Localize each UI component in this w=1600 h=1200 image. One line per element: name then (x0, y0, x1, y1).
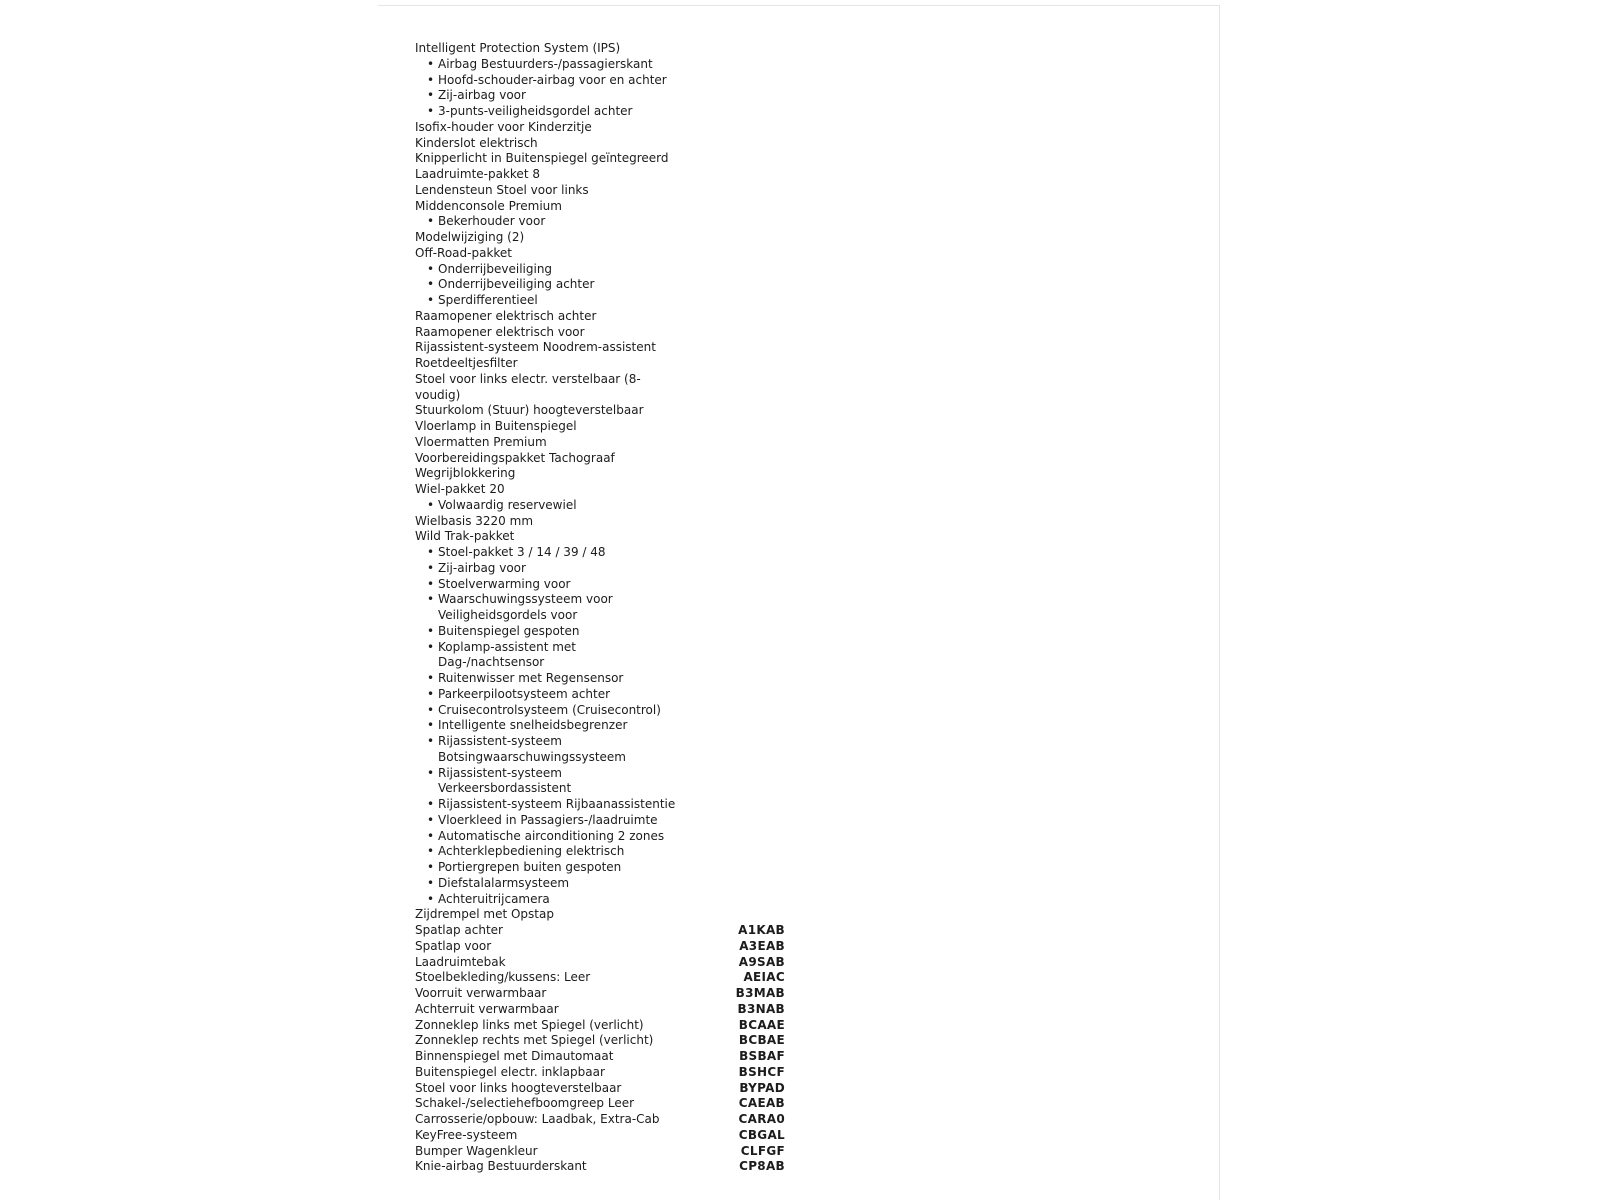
coded-row (415, 955, 815, 971)
coded-row-label: Carrosserie/opbouw: Laadbak, Extra-Cab (415, 1112, 660, 1126)
list-item: Raamopener elektrisch achter (415, 308, 597, 323)
coded-row-label: Binnenspiegel met Dimautomaat (415, 1049, 614, 1063)
coded-row (415, 1096, 815, 1112)
list-subitem: • Rijassistent-systeem Verkeersbordassistent (415, 766, 638, 798)
scan-edge-top (378, 5, 1220, 6)
coded-row (415, 939, 815, 955)
list-subitem: • Rijassistent-systeem Rijbaanassistentie (415, 797, 815, 813)
list-subitem: • Achteruitrijcamera (415, 892, 815, 908)
list-subitem: • Parkeerpilootsysteem achter (415, 687, 815, 703)
list-item: Off-Road-pakket (415, 245, 513, 260)
list-item: Roetdeeltjesfilter (415, 356, 518, 370)
list-subitem: • 3-punts-veiligheidsgordel achter (415, 104, 815, 120)
list-subitem: • Portiergrepen buiten gespoten (415, 860, 815, 876)
list-item: Middenconsole Premium (415, 198, 562, 213)
option-code: CP8AB (739, 1159, 785, 1174)
coded-row (415, 1033, 815, 1049)
list-item: Zijdrempel met Opstap (415, 907, 554, 922)
coded-row (415, 1144, 815, 1160)
option-code: CBGAL (738, 1127, 785, 1142)
coded-row-label: Buitenspiegel electr. inklapbaar (415, 1064, 605, 1079)
list-subitem: • Diefstalalarmsysteem (415, 876, 815, 892)
option-code: A1KAB (738, 923, 785, 937)
list-subitem: • Zij-airbag voor (415, 88, 815, 104)
list-subitem: • Onderrijbeveiliging (415, 262, 815, 278)
coded-row-label: KeyFree-systeem (415, 1127, 518, 1142)
list-item: Laadruimte-pakket 8 (415, 167, 540, 181)
list-item: Isofix-houder voor Kinderzitje (415, 119, 592, 134)
list-subitem: • Volwaardig reservewiel (415, 498, 815, 514)
equipment-document (415, 41, 815, 1175)
list-item: Modelwijziging (2) (415, 230, 525, 244)
list-subitem: • Rijassistent-systeem Botsingwaarschuwingssysteem (415, 734, 638, 766)
list-subitem: • Stoelverwarming voor (415, 577, 815, 593)
list-subitem: • Cruisecontrolsysteem (Cruisecontrol) (415, 703, 815, 719)
option-code: CARA0 (738, 1112, 785, 1126)
list-item: Stoel voor links electr. verstelbaar (8-voudig) (415, 371, 641, 402)
coded-row-label: Voorruit verwarmbaar (415, 986, 547, 1000)
option-code: BYPAD (739, 1080, 785, 1095)
coded-row (415, 1159, 815, 1175)
coded-row-label: Knie-airbag Bestuurderskant (415, 1159, 587, 1174)
coded-row (415, 1112, 815, 1128)
coded-row-label: Bumper Wagenkleur (415, 1143, 538, 1158)
list-item: Raamopener elektrisch voor (415, 324, 585, 339)
list-item: Vloermatten Premium (415, 434, 547, 449)
list-subitem: • Zij-airbag voor (415, 561, 815, 577)
equipment-list (415, 41, 815, 923)
option-code: A9SAB (738, 954, 785, 969)
coded-row-label: Achterruit verwarmbaar (415, 1001, 559, 1016)
list-subitem: • Hoofd-schouder-airbag voor en achter (415, 73, 815, 89)
option-code: CAEAB (738, 1096, 785, 1111)
coded-row (415, 1002, 815, 1018)
list-item: Wiel-pakket 20 (415, 482, 505, 496)
list-item: Lendensteun Stoel voor links (415, 182, 589, 197)
option-code: BSBAF (739, 1049, 785, 1063)
list-subitem: • Automatische airconditioning 2 zones (415, 829, 815, 845)
option-code: BCBAE (738, 1033, 785, 1048)
coded-row-label: Laadruimtebak (415, 954, 506, 969)
option-code: AEIAC (743, 970, 785, 985)
list-item: Knipperlicht in Buitenspiegel geïntegreerd (415, 151, 669, 166)
coded-equipment-list (415, 923, 815, 1175)
coded-row (415, 1128, 815, 1144)
coded-row (415, 1065, 815, 1081)
list-subitem: • Achterklepbediening elektrisch (415, 844, 815, 860)
coded-row-label: Spatlap voor (415, 938, 492, 953)
option-code: BCAAE (738, 1017, 785, 1032)
list-subitem: • Buitenspiegel gespoten (415, 624, 815, 640)
list-subitem: • Koplamp-assistent met Dag-/nachtsensor (415, 640, 638, 672)
list-subitem: • Sperdifferentieel (415, 293, 815, 309)
scan-edge-right (1219, 5, 1220, 1200)
list-subitem: • Vloerkleed in Passagiers-/laadruimte (415, 813, 815, 829)
list-item: Stuurkolom (Stuur) hoogteverstelbaar (415, 403, 644, 418)
list-item: Kinderslot elektrisch (415, 135, 538, 150)
list-item: Vloerlamp in Buitenspiegel (415, 419, 577, 433)
option-code: B3NAB (737, 1001, 785, 1016)
list-subitem: • Onderrijbeveiliging achter (415, 277, 815, 293)
list-item: Wielbasis 3220 mm (415, 513, 534, 528)
coded-row (415, 1018, 815, 1034)
coded-row (415, 923, 815, 939)
coded-row-label: Zonneklep links met Spiegel (verlicht) (415, 1017, 644, 1032)
option-code: CLFGF (740, 1143, 785, 1158)
coded-row-label: Stoel voor links hoogteverstelbaar (415, 1080, 622, 1095)
list-subitem: • Stoel-pakket 3 / 14 / 39 / 48 (415, 545, 815, 561)
coded-row-label: Stoelbekleding/kussens: Leer (415, 970, 591, 985)
list-item: Rijassistent-systeem Noodrem-assistent (415, 340, 656, 355)
list-subitem: • Ruitenwisser met Regensensor (415, 671, 815, 687)
list-subitem: • Waarschuwingssysteem voor Veiligheidsgordels voor (415, 592, 638, 624)
list-subitem: • Intelligente snelheidsbegrenzer (415, 718, 815, 734)
list-item: Wild Trak-pakket (415, 529, 515, 544)
option-code: A3EAB (739, 938, 785, 953)
coded-row-label: Spatlap achter (415, 923, 503, 937)
coded-row-label: Zonneklep rechts met Spiegel (verlicht) (415, 1033, 654, 1048)
list-item: Wegrijblokkering (415, 466, 516, 481)
coded-row (415, 986, 815, 1002)
coded-row-label: Schakel-/selectiehefboomgreep Leer (415, 1096, 635, 1111)
list-subitem: • Bekerhouder voor (415, 214, 815, 230)
list-item: Voorbereidingspakket Tachograaf (415, 450, 615, 465)
list-subitem: • Airbag Bestuurders-/passagierskant (415, 57, 815, 73)
coded-row (415, 1081, 815, 1097)
coded-row (415, 970, 815, 986)
option-code: BSHCF (738, 1064, 785, 1079)
coded-row (415, 1049, 815, 1065)
option-code: B3MAB (735, 986, 785, 1000)
list-item: Intelligent Protection System (IPS) (415, 41, 621, 55)
